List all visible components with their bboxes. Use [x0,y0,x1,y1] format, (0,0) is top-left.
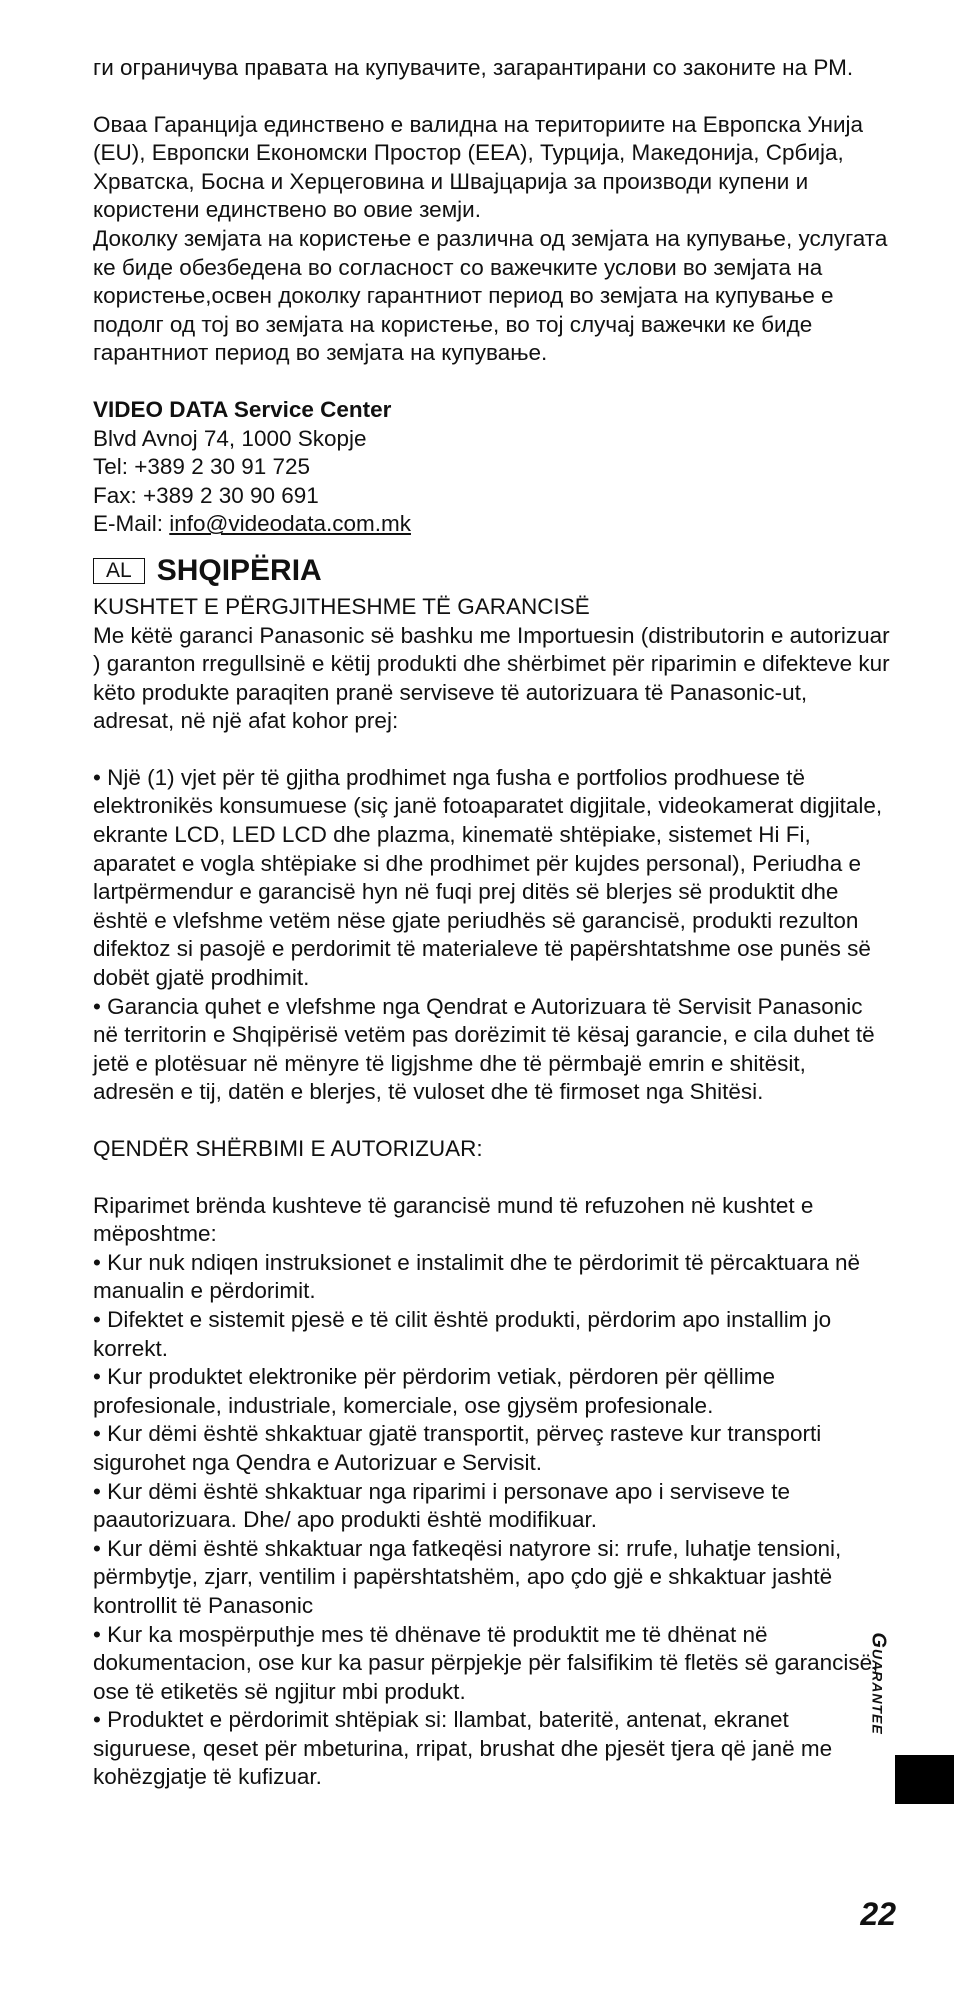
list-item: • Difektet e sistemit pjesë e të cilit është produkti, përdorim apo installim jo korrekt. [93,1306,832,1361]
bullet-warranty-period: • Një (1) vjet për të gjitha prodhimet nga fusha e portfolios prodhuese të elektronikës konsumuese (siç janë fotoaparatet digjitale, videokamerat digjitale, ekrante LCD, LED LCD dhe plazma, kinematë shtëpiake, sistemet Hi Fi, aparatet e vogla shtëpiake si dhe prodhimet për kujdes personal), Periudha e lartpërmendur e garancisë hyn në fuqi prej ditës së blerjes së produktit dhe është e vlefshme vetëm nëse gjate periudhës së garancisë, produkti rezulton difektoz si pasojë e perdorimit të materialeve të papërshtatshme ose punës së dobët gjatë prodhimit. [93,764,883,991]
section-title: SHQIPËRIA [156,553,322,587]
service-center-name: VIDEO DATA Service Center [93,396,392,422]
paragraph-mk-rights: ги ограничува правата на купувачите, загарантирани со законите на РМ. [93,55,854,80]
email-link[interactable]: info@videodata.com.mk [169,511,411,537]
paragraph-mk-validity: Оваа Гаранција единствено е валидна на териториите на Европска Унија (EU), Европски Економски Простор (EEA), Турција, Македонија, Србија, Хрватска, Босна и Херцеговина и Швајцарија за производи купени и користени единствено во овие земји. [93,111,864,223]
service-center-block [93,396,893,539]
section-heading-albania [93,553,893,589]
service-center-fax: Fax: +389 2 30 90 691 [93,482,319,508]
service-center-address: Blvd Avnoj 74, 1000 Skopje [93,425,367,451]
page-body [93,54,893,1792]
country-code-badge: AL [93,558,145,584]
spacer [93,1164,893,1192]
spacer [93,736,893,764]
bullet-warranty-validity: • Garancia quhet e vlefshme nga Qendrat e Autorizuara të Servisit Panasonic në territorin e Shqipërisë vetëm pas dorëzimit të kësaj garancie, e cila duhet të jetë e plotësuar në mënyre të ligjshme dhe të përmbajë emrin e shitësit, adresën e tij, datën e blerjes, të vuloset dhe të firmoset nga Shitësi. [93,993,875,1105]
list-item: • Produktet e përdorimit shtëpiak si: llambat, bateritë, antenat, ekranet siguruese, qeset për mbeturina, rripat, brushat dhe pjesët tjera që janë me kohëzgjatje të kufizuar. [93,1707,833,1790]
side-tab-marker [895,1755,954,1804]
spacer [93,83,893,111]
side-tab-label: Guarantee [867,1631,890,1735]
list-item: • Kur nuk ndiqen instruksionet e instalimit dhe te përdorimit të përcaktuara në manualin e përdorimit. [93,1249,861,1304]
list-item: • Kur dëmi është shkaktuar nga riparimi i personave apo i serviseve te paautorizuara. Dhe/ apo produkti është modifikuar. [93,1478,790,1533]
spacer [93,368,893,396]
refusal-intro: Riparimet brënda kushteve të garancisë mund të refuzohen në kushtet e mëposhtme: [93,1192,814,1247]
service-center-tel: Tel: +389 2 30 91 725 [93,454,311,480]
list-item: • Kur dëmi është shkaktuar gjatë transportit, përveç rasteve kur transporti sigurohet nga Qendra e Autorizuar e Servisit. [93,1421,822,1475]
side-tab-guarantee [858,1608,898,1758]
service-heading: QENDËR SHËRBIMI E AUTORIZUAR: [93,1136,483,1161]
spacer [93,1107,893,1135]
email-label: E-Mail: [93,511,170,537]
page-number: 22 [860,1896,896,1932]
service-center-email-line [93,510,893,539]
list-item: • Kur dëmi është shkaktuar nga fatkeqësi natyrore si: rrufe, luhatje tensioni, përmbytje, zjarr, ventilim i papërshtatshëm, apo çdo gjë e shkaktuar jashtë kontrollit të Panasonic [93,1535,842,1618]
paragraph-al-intro: Me këtë garanci Panasonic së bashku me Importuesin (distributorin e autorizuar ) garanton rregullsinë e këtij produkti dhe shërbimet për riparimin e difekteve kur këto produkte paraqiten pranë serviseve të autorizuara të Panasonic-ut, adresat, në një afat kohor prej: [93,622,890,734]
list-item: • Kur ka mospërputhje mes të dhënave të produktit me të dhënat në dokumentacion, ose kur ka pasur përpjekje për falsifikim të fletës së garancisë, ose të etiketës së ngjitur mbi produkt. [93,1621,879,1704]
paragraph-mk-country-of-use: Доколку земјата на користење е различна од земјата на купување, услугата ке биде обезбедена во согласност со важечките услови во земјата на користење,освен доколку гарантниот период во земјата на купување е подолг од тој во земјата на користење, во тој случај важечки ке биде гарантниот период во земјата на купување. [93,225,888,366]
section-subtitle: KUSHTET E PËRGJITHESHME TË GARANCISË [93,593,590,619]
list-item: • Kur produktet elektronike për përdorim vetiak, përdoren për qëllime profesionale, industriale, komerciale, ose gjysëm profesionale. [93,1364,775,1418]
